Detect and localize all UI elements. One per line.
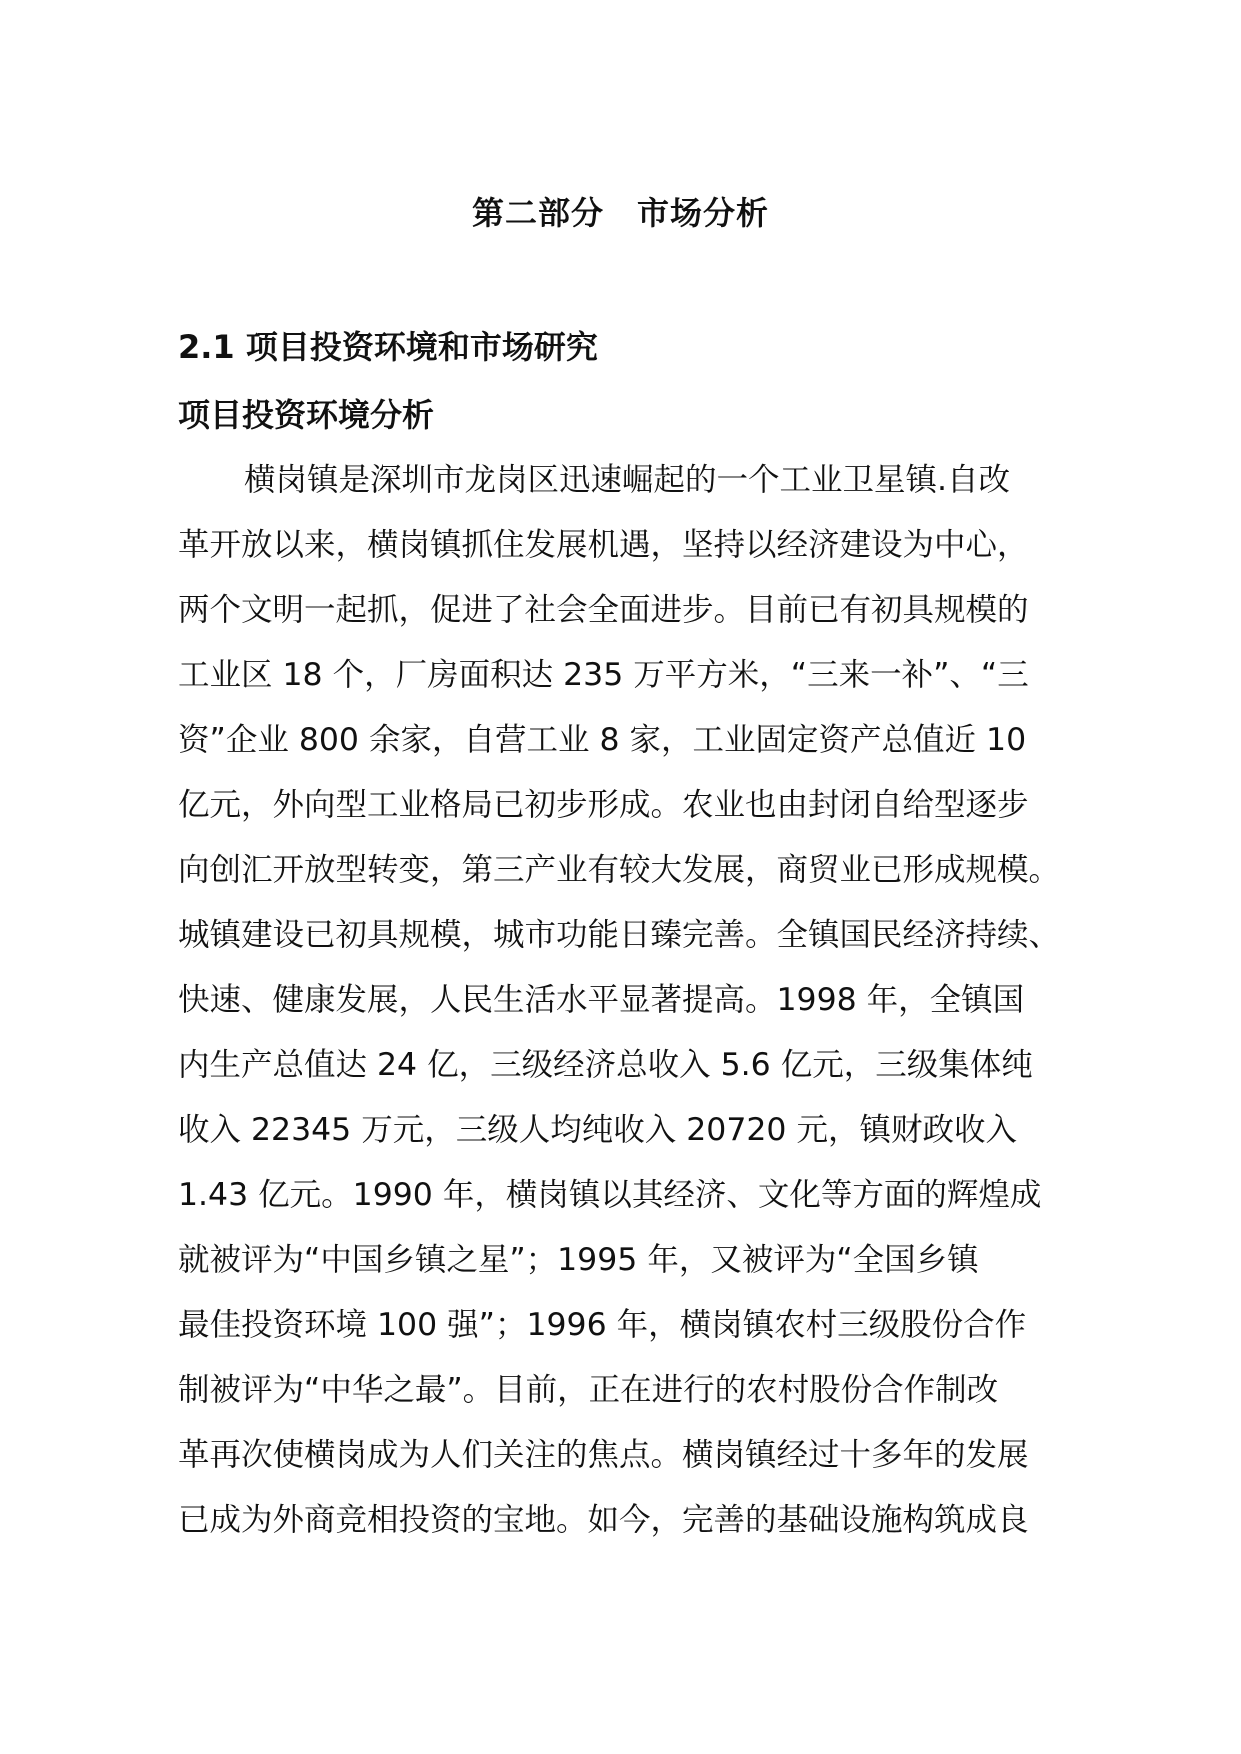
paragraph-line: 两个文明一起抓，促进了社会全面进步。目前已有初具规模的 <box>178 592 1029 628</box>
section-heading: 2.1 项目投资环境和市场研究 <box>178 328 598 366</box>
paragraph-line: 快速、健康发展，人民生活水平显著提高。1998 年，全镇国 <box>178 982 1025 1018</box>
page-title: 第二部分 市场分析 <box>471 194 769 232</box>
paragraph-line: 革开放以来，横岗镇抓住发展机遇，坚持以经济建设为中心， <box>178 527 1029 563</box>
paragraph-line: 最佳投资环境 100 强”；1996 年，横岗镇农村三级股份合作 <box>178 1307 1027 1343</box>
paragraph-line: 制被评为“中华之最”。目前，正在进行的农村股份合作制改 <box>178 1372 999 1408</box>
paragraph-line: 革再次使横岗成为人们关注的焦点。横岗镇经过十多年的发展 <box>178 1437 1029 1473</box>
paragraph-line: 就被评为“中国乡镇之星”；1995 年，又被评为“全国乡镇 <box>178 1242 979 1278</box>
subsection-heading: 项目投资环境分析 <box>178 396 435 434</box>
paragraph-line: 1.43 亿元。1990 年，横岗镇以其经济、文化等方面的辉煌成 <box>178 1177 1042 1213</box>
paragraph-line: 城镇建设已初具规模，城市功能日臻完善。全镇国民经济持续、 <box>178 917 1061 953</box>
paragraph-line: 向创汇开放型转变，第三产业有较大发展，商贸业已形成规模。 <box>178 852 1061 888</box>
paragraph-line: 横岗镇是深圳市龙岗区迅速崛起的一个工业卫星镇.自改 <box>244 462 1011 498</box>
paragraph-line: 收入 22345 万元，三级人均纯收入 20720 元，镇财政收入 <box>178 1112 1017 1148</box>
paragraph-line: 内生产总值达 24 亿，三级经济总收入 5.6 亿元，三级集体纯 <box>178 1047 1033 1083</box>
paragraph-line: 资”企业 800 余家，自营工业 8 家，工业固定资产总值近 10 <box>178 722 1027 758</box>
paragraph-line: 已成为外商竞相投资的宝地。如今，完善的基础设施构筑成良 <box>178 1502 1029 1538</box>
paragraph-line: 亿元，外向型工业格局已初步形成。农业也由封闭自给型逐步 <box>178 787 1029 823</box>
body-paragraph <box>178 448 1068 1553</box>
paragraph-line: 工业区 18 个，厂房面积达 235 万平方米，“三来一补”、“三 <box>178 657 1029 693</box>
